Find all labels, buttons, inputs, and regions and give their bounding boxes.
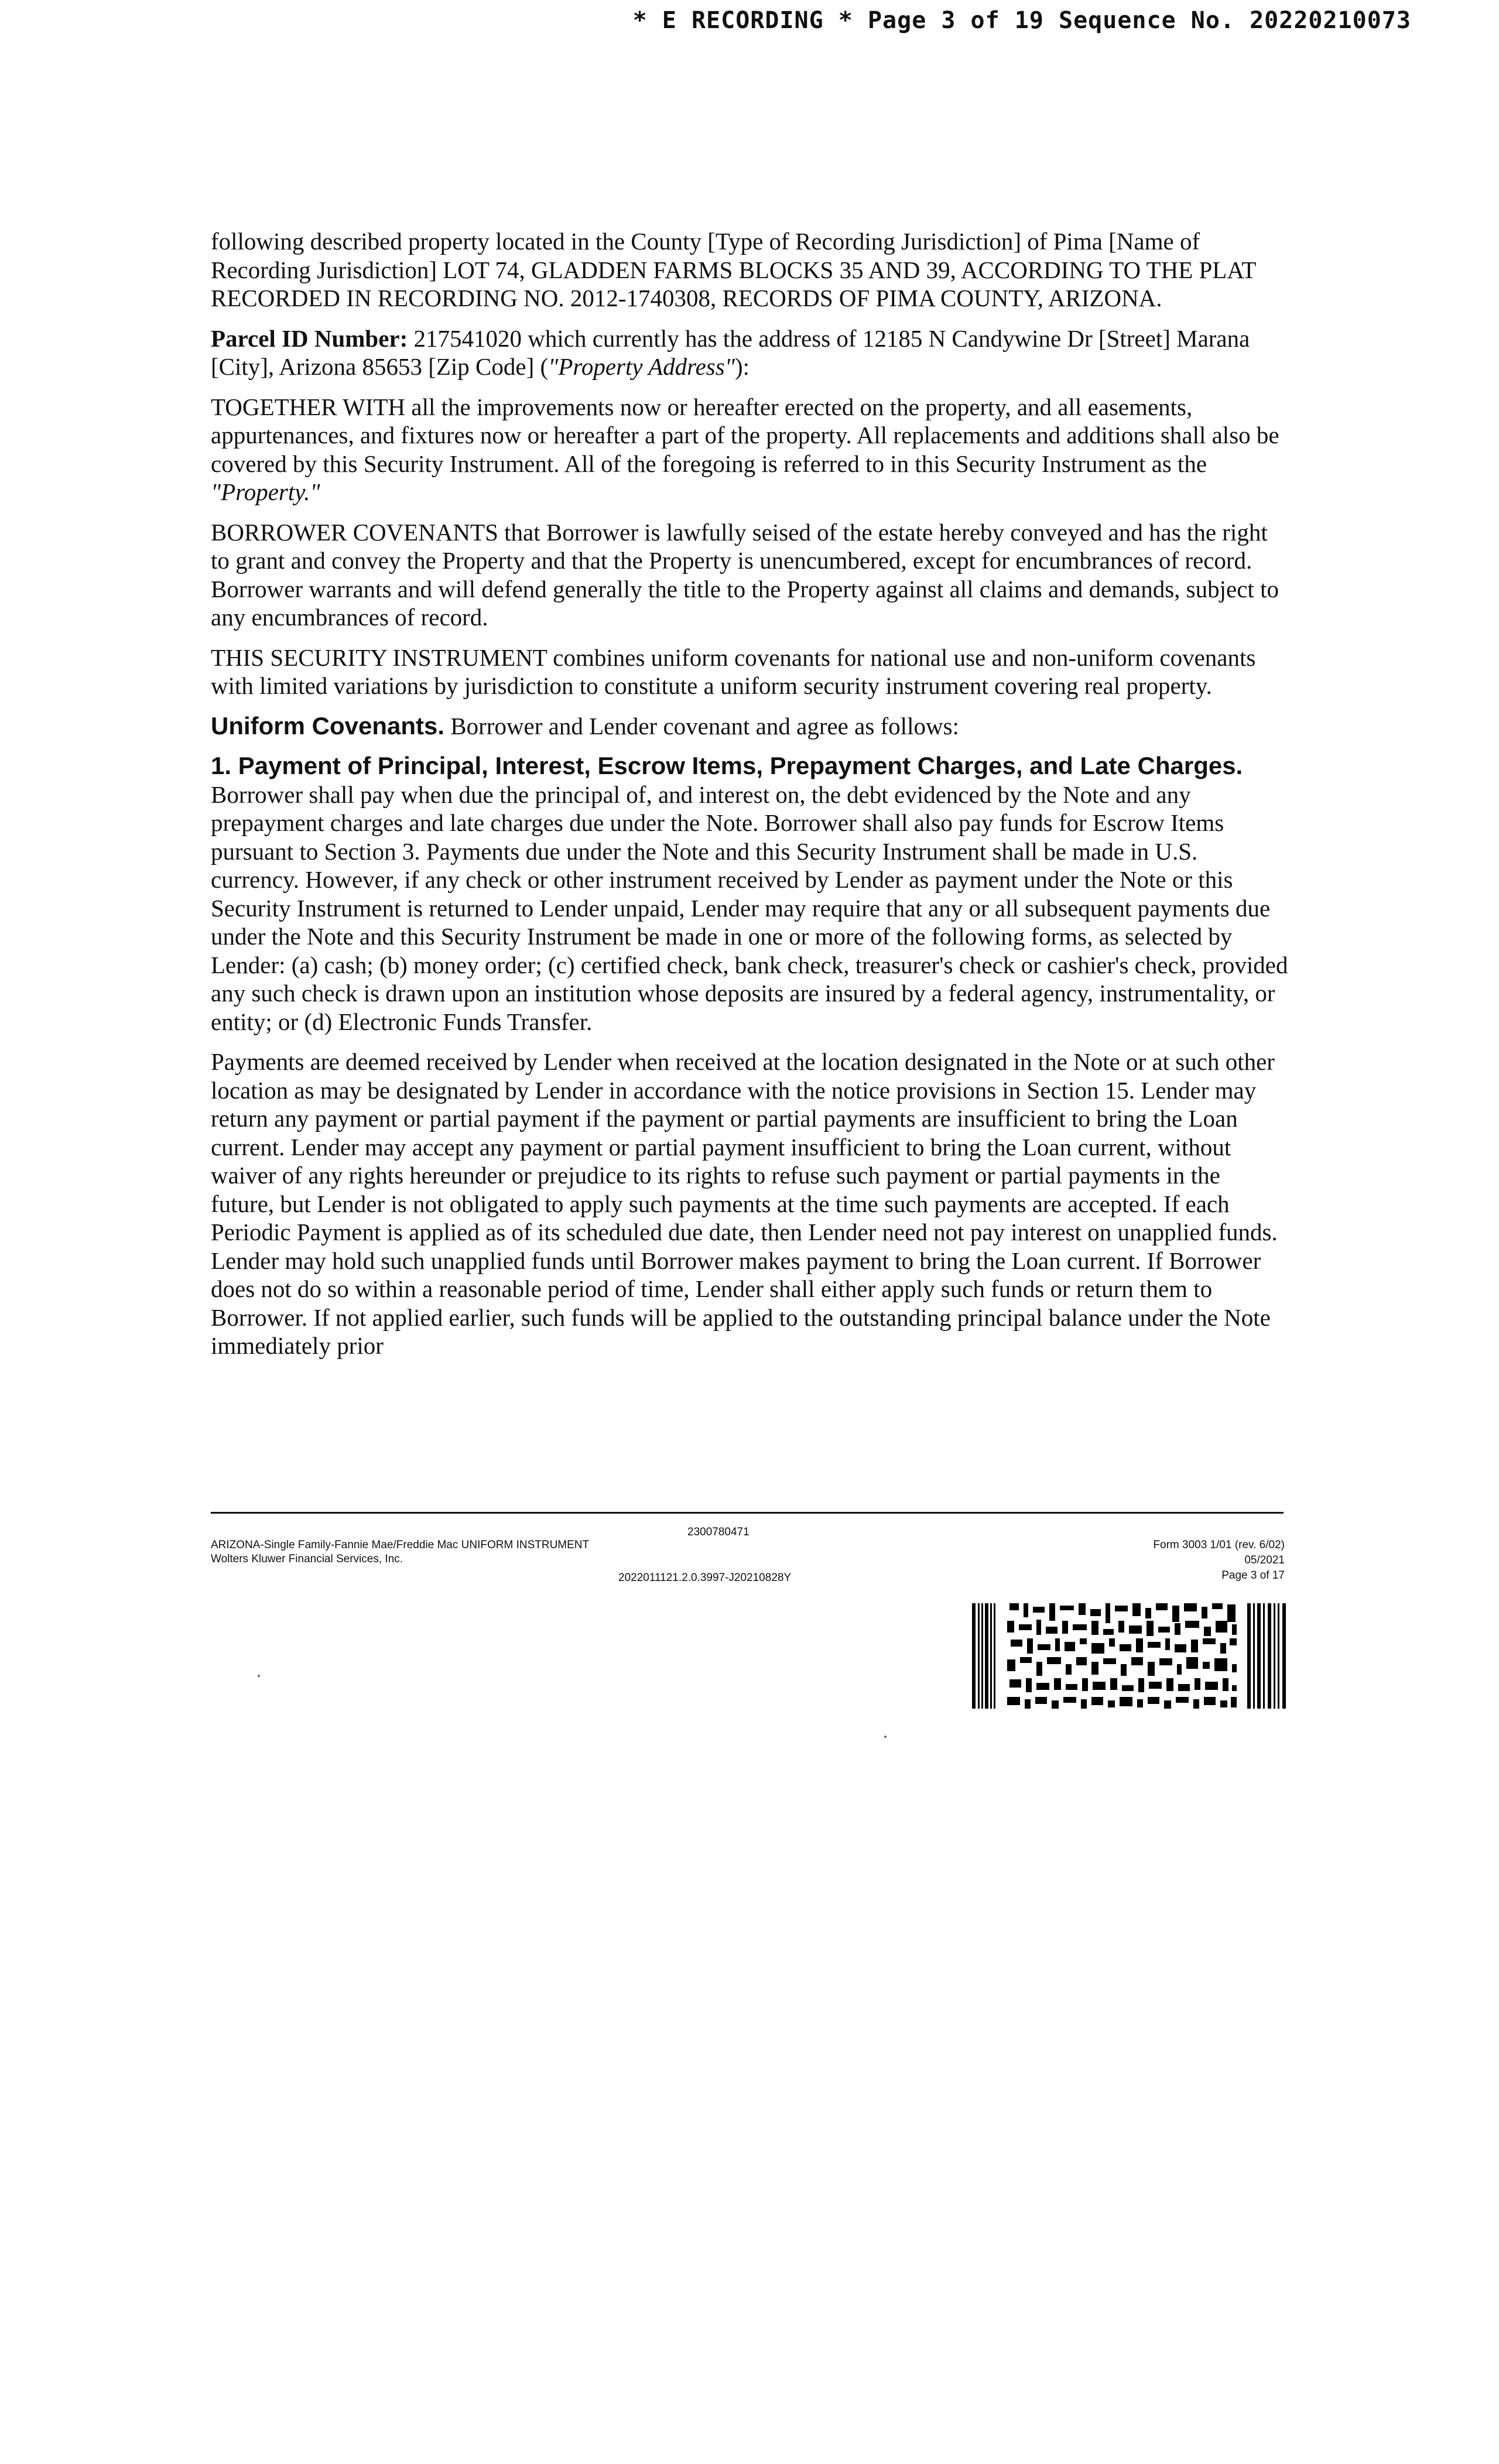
property-address-term: "Property Address" bbox=[548, 353, 735, 380]
property-description-paragraph: following described property located in the County [Type of Recording Jurisdiction] of Pima [Name of Recording Jurisdiction] LOT 74, GLADDEN FARMS BLOCKS 35 AND 39, ACCORDING TO THE PLAT RECORDED IN RECORDING NO. 2012-1740308, RECORDS OF PIMA COUNTY, ARIZONA. bbox=[211, 228, 1256, 312]
page-number: Page 3 of 17 bbox=[1221, 1569, 1285, 1582]
barcode-data-modules bbox=[1007, 1603, 1237, 1709]
section-1-paragraph bbox=[211, 752, 1288, 1036]
document-body bbox=[211, 227, 1288, 1372]
section-1-heading: 1. Payment of Principal, Interest, Escrow Items, Prepayment Charges, and Late Charges. bbox=[211, 752, 1243, 779]
payments-received-paragraph: Payments are deemed received by Lender when received at the location designated in the Note or at such other location as may be designated by Lender in accordance with the notice provisions in Section 15. Lender may return any payment or partial payment if the payment or partial payments are insufficient to bring the Loan current. Lender may accept any payment or partial payment insufficient to bring the Loan current, without waiver of any rights hereunder or prejudice to its rights to refuse such payment or partial payments in the future, but Lender is not obligated to apply such payments at the time such payments are accepted. If each Periodic Payment is applied as of its scheduled due date, then Lender need not pay interest on unapplied funds. Lender may hold such unapplied funds until Borrower makes payment to bring the Loan current. If Borrower does not do so within a reasonable period of time, Lender shall either apply such funds or return them to Borrower. If not applied earlier, such funds will be applied to the outstanding principal balance under the Note immediately prior bbox=[211, 1048, 1278, 1359]
property-term: "Property." bbox=[211, 478, 320, 505]
form-date: 05/2021 bbox=[1244, 1554, 1285, 1566]
together-with-paragraph bbox=[211, 393, 1288, 507]
form-number: Form 3003 1/01 (rev. 6/02) bbox=[1153, 1539, 1285, 1551]
parcel-text: 217541020 which currently has the address of 12185 N Candywine Dr [Street] Marana [City], Arizona 85653 [Zip Code] ( bbox=[211, 324, 1250, 380]
form-title: ARIZONA-Single Family-Fannie Mae/Freddie Mac UNIFORM INSTRUMENT bbox=[211, 1539, 590, 1551]
document-code: 2022011121.2.0.3997-J20210828Y bbox=[618, 1572, 792, 1584]
parcel-end: ): bbox=[734, 353, 750, 380]
loan-number: 2300780471 bbox=[687, 1526, 750, 1538]
uniform-covenants-text: Borrower and Lender covenant and agree as follows: bbox=[444, 712, 959, 740]
parcel-paragraph bbox=[211, 324, 1288, 381]
security-instrument-paragraph: THIS SECURITY INSTRUMENT combines uniform covenants for national use and non-uniform covenants with limited variations by jurisdiction to constitute a uniform security instrument covering real property. bbox=[211, 644, 1256, 699]
footer-rule bbox=[211, 1512, 1284, 1514]
pdf417-barcode bbox=[972, 1603, 1286, 1709]
borrower-covenants-paragraph: BORROWER COVENANTS that Borrower is lawfully seised of the estate hereby conveyed and has the right to grant and convey the Property and that the Property is unencumbered, except for encumbrances of record. Borrower warrants and will defend generally the title to the Property against all claims and demands, subject to any encumbrances of record. bbox=[211, 518, 1279, 631]
section-1-text: Borrower shall pay when due the principal of, and interest on, the debt evidenced by the Note and any prepayment charges and late charges due under the Note. Borrower shall also pay funds for Escrow Items pursuant to Section 3. Payments due under the Note and this Security Instrument shall be made in U.S. currency. However, if any check or other instrument received by Lender as payment under the Note or this Security Instrument is returned to Lender unpaid, Lender may require that any or all subsequent payments due under the Note and this Security Instrument be made in one or more of the following forms, as selected by Lender: (a) cash; (b) money order; (c) certified check, bank check, treasurer's check or cashier's check, provided any such check is drawn upon an institution whose deposits are insured by a federal agency, instrumentality, or entity; or (d) Electronic Funds Transfer. bbox=[211, 781, 1288, 1035]
together-with-text: TOGETHER WITH all the improvements now or hereafter erected on the property, and all easements, appurtenances, and fixtures now or hereafter a part of the property. All replacements and additions shall also be covered by this Security Instrument. All of the foregoing is referred to in this Security Instrument as the bbox=[211, 393, 1279, 477]
recording-stamp: * E RECORDING * Page 3 of 19 Sequence No. 20220210073 bbox=[632, 7, 1411, 34]
scan-speck bbox=[884, 1736, 887, 1738]
scan-speck bbox=[258, 1675, 260, 1677]
uniform-covenants-heading: Uniform Covenants. bbox=[211, 711, 445, 740]
publisher: Wolters Kluwer Financial Services, Inc. bbox=[211, 1553, 403, 1565]
uniform-covenants-paragraph bbox=[211, 712, 1288, 741]
parcel-label: Parcel ID Number: bbox=[211, 324, 408, 352]
